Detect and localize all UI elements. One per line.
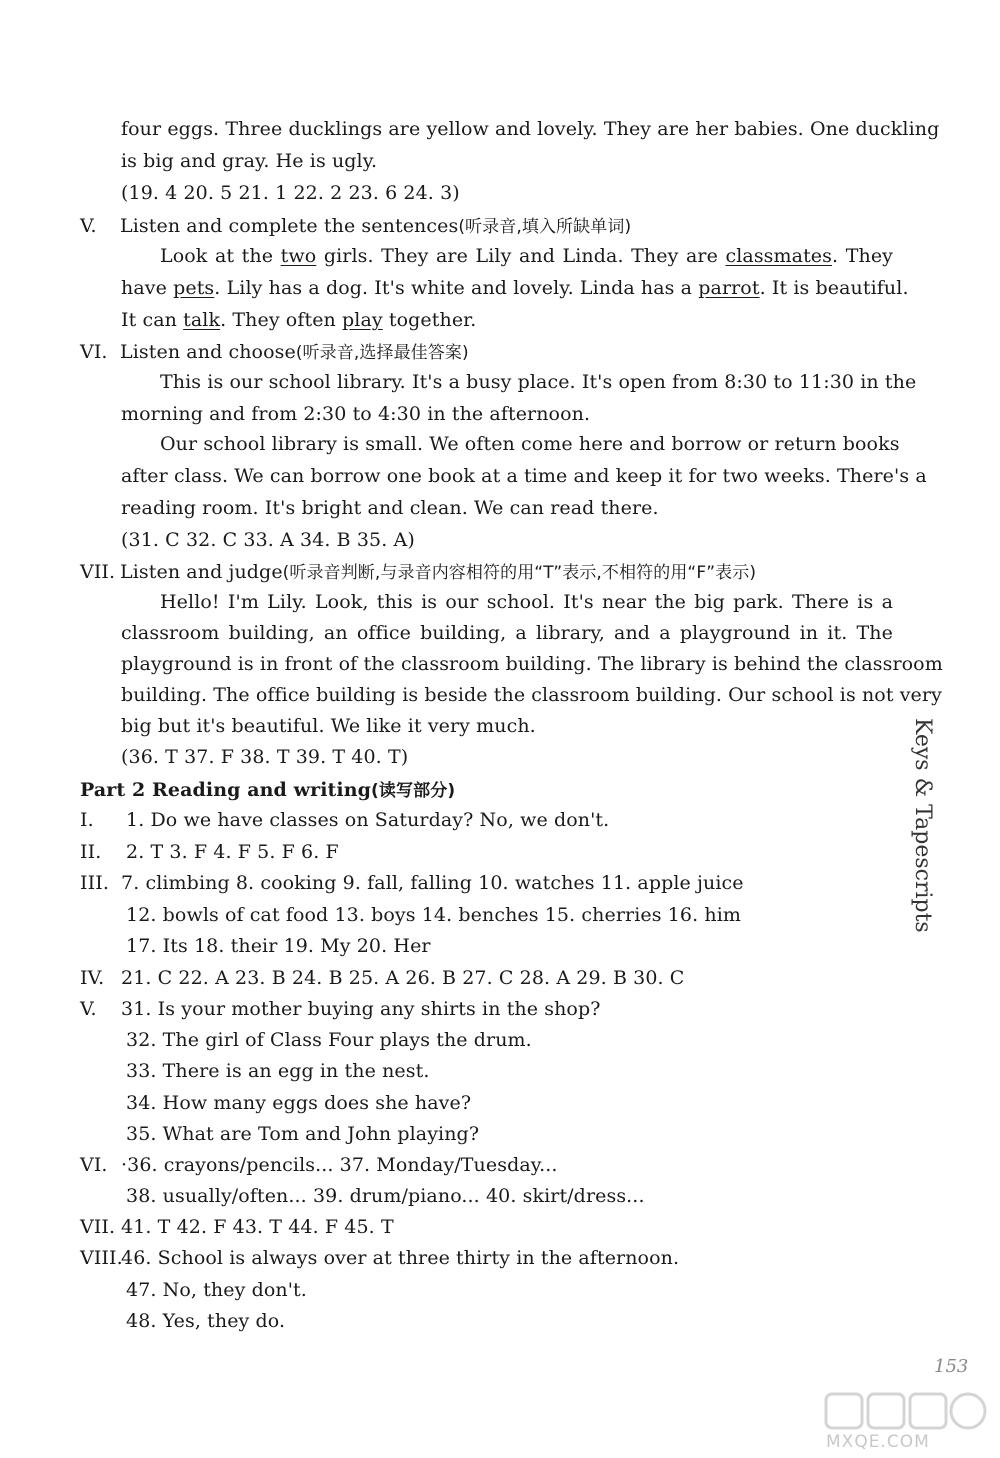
text-run: . They [832,245,893,267]
text-run: have [121,277,174,299]
section-v-heading [80,214,631,239]
blank-answer: classmates [725,245,833,267]
part2-heading-text: Part 2 Reading and writing [80,779,372,801]
answer-row: 7. climbing 8. cooking 9. fall, falling 10. watches 11. apple juice [121,872,744,894]
answer-row: 35. What are Tom and John playing? [126,1123,480,1145]
vi-line: This is our school library. It's a busy place. It's open from 8:30 to 11:30 in the [160,371,917,393]
answer-row: 47. No, they don't. [126,1279,307,1301]
iv-story-line-2: is big and gray. He is ugly. [121,150,378,172]
row-number: VI. [80,1154,108,1176]
row-number: II. [80,841,102,863]
answer-row: 34. How many eggs does she have? [126,1092,472,1114]
answer-row: 31. Is your mother buying any shirts in the shop? [121,998,601,1020]
watermark-text: MXQE.COM [826,1432,930,1452]
answer-row: 17. Its 18. their 19. My 20. Her [126,935,431,957]
page-number: 153 [934,1356,969,1377]
text-run: . They often [220,309,343,331]
answer-row: 46. School is always over at three thirty in the afternoon. [121,1247,680,1269]
answer-row: 2. T 3. F 4. F 5. F 6. F [126,841,339,863]
iv-answers: (19. 4 20. 5 21. 1 22. 2 23. 6 24. 3) [121,182,460,204]
vi-line: after class. We can borrow one book at a time and keep it for two weeks. There's a [121,465,927,487]
text-run: . It is beautiful. [759,277,909,299]
answer-row: 12. bowls of cat food 13. boys 14. benches 15. cherries 16. him [126,904,741,926]
answer-row: ·36. crayons/pencils... 37. Monday/Tuesday... [121,1154,558,1176]
part2-heading-cn: (读写部分) [371,781,456,801]
row-number: III. [80,872,109,894]
blank-answer: pets [173,277,215,299]
v-line-1 [160,244,893,268]
vi-line: reading room. It's bright and clean. We can read there. [121,497,659,519]
vii-line: playground is in front of the classroom building. The library is behind the classroom [121,653,943,675]
section-vi-heading [80,340,469,365]
section-vii-heading [80,560,756,585]
answer-row: 33. There is an egg in the nest. [126,1060,430,1082]
section-title-cn: (听录音判断,与录音内容相符的用“T”表示,不相符的用“F”表示) [282,563,757,583]
row-number: V. [80,998,97,1020]
text-run: It can [121,309,184,331]
section-number: V. [80,215,97,237]
answer-row: 38. usually/often... 39. drum/piano... 40. skirt/dress... [126,1185,645,1207]
section-title: Listen and judge [120,561,283,583]
answer-row: 41. T 42. F 43. T 44. F 45. T [121,1216,394,1238]
vii-line: building. The office building is beside the classroom building. Our school is not very [121,684,942,706]
v-line-2 [121,276,909,300]
vii-line: big but it's beautiful. We like it very much. [121,715,536,737]
text-run: girls. They are Lily and Linda. They are [316,245,726,267]
answer-row: 32. The girl of Class Four plays the drum. [126,1029,532,1051]
answer-row: 1. Do we have classes on Saturday? No, we don't. [126,809,610,831]
v-line-3 [121,308,476,332]
row-number: I. [80,809,94,831]
row-number: IV. [80,967,105,989]
part2-heading [80,778,455,803]
section-title-cn: (听录音,填入所缺单词) [458,217,632,237]
vii-line: classroom building, an office building, a library, and a playground in it. The [121,622,893,644]
vii-answers: (36. T 37. F 38. T 39. T 40. T) [121,746,409,768]
section-title: Listen and complete the sentences [120,215,459,237]
row-number: VII. [80,1216,116,1238]
row-number: VIII. [80,1247,123,1269]
section-title-cn: (听录音,选择最佳答案) [295,343,469,363]
answer-row: 21. C 22. A 23. B 24. B 25. A 26. B 27. C 28. A 29. B 30. C [121,967,685,989]
blank-answer: two [280,245,317,267]
iv-story-line-1: four eggs. Three ducklings are yellow and lovely. They are her babies. One duckling [121,118,940,140]
vi-answers: (31. C 32. C 33. A 34. B 35. A) [121,529,415,551]
text-run: . Lily has a dog. It's white and lovely. Linda has a [214,277,699,299]
blank-answer: play [342,309,383,331]
vii-line: Hello! I'm Lily. Look, this is our school. It's near the big park. There is a [160,591,893,613]
section-title: Listen and choose [120,341,296,363]
section-number: VI. [80,341,108,363]
vi-line: morning and from 2:30 to 4:30 in the afternoon. [121,403,591,425]
text-run: together. [382,309,477,331]
text-run: Look at the [160,245,281,267]
blank-answer: parrot [698,277,760,299]
side-label: Keys & Tapescripts [910,718,935,933]
answer-row: 48. Yes, they do. [126,1310,286,1332]
blank-answer: talk [183,309,221,331]
section-number: VII. [80,561,116,583]
vi-line: Our school library is small. We often come here and borrow or return books [160,433,900,455]
